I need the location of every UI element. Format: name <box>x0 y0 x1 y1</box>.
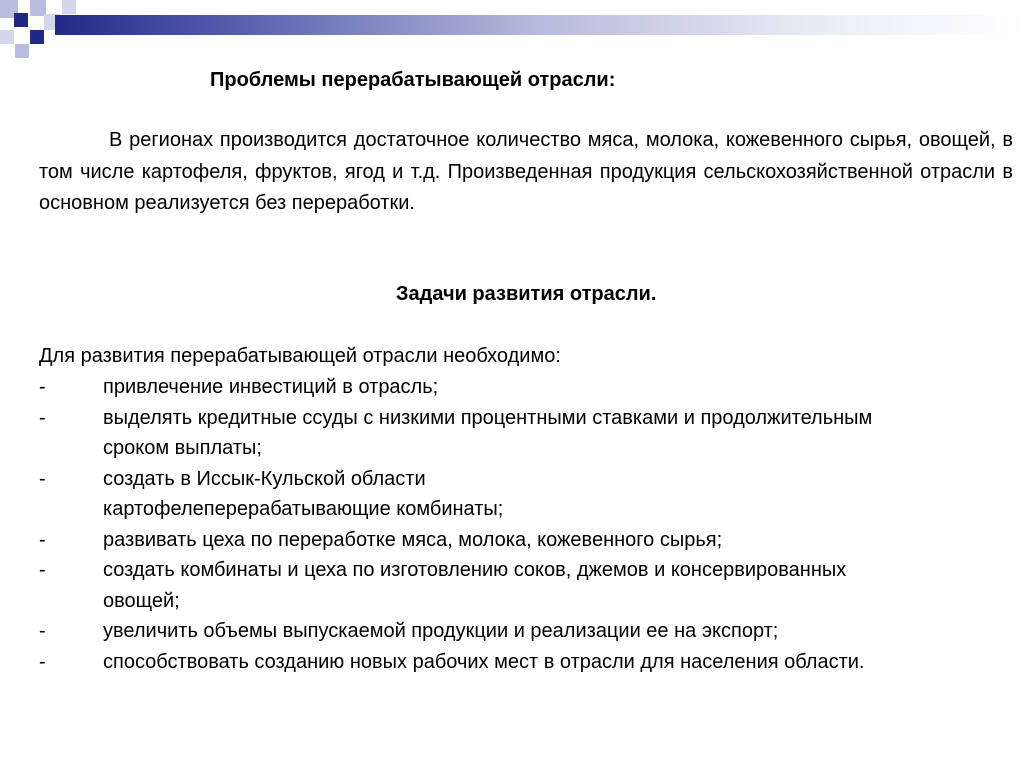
list-item-text: развивать цеха по переработке мяса, молока, кожевенного сырья; <box>103 528 723 551</box>
bullet-dash: - <box>39 620 46 642</box>
list-lead-text: Для развития перерабатывающей отрасли необходимо: <box>39 345 561 367</box>
decor-square-8 <box>15 44 29 58</box>
list-item-text: привлечение инвестиций в отрасль; <box>103 376 439 398</box>
bullet-dash: - <box>39 528 46 551</box>
list-item-text: выделять кредитные ссуды с низкими процентными ставками и продолжительным сроком выплаты; <box>103 406 873 459</box>
section-subtitle: Задачи развития отрасли. <box>396 283 657 305</box>
bullet-dash: - <box>39 650 46 673</box>
list-item <box>39 647 1019 678</box>
slide-title: Проблемы перерабатывающей отрасли: <box>210 69 616 91</box>
list-item <box>39 464 1019 525</box>
tasks-list <box>39 372 1019 677</box>
list-item <box>39 403 1019 464</box>
decor-square-2 <box>14 13 28 27</box>
list-item-text: создать в Иссык-Кульской области картофелеперерабатывающие комбинаты; <box>103 467 504 520</box>
bullet-dash: - <box>39 406 46 429</box>
decor-square-5 <box>0 30 14 44</box>
bullet-dash: - <box>39 376 46 398</box>
list-item-text: создать комбинаты и цеха по изготовлению соков, джемов и консервированных овощей; <box>103 559 847 612</box>
list-item-text: способствовать созданию новых рабочих мест в отрасли для населения области. <box>103 650 865 673</box>
header-gradient-bar <box>55 15 1024 35</box>
list-item <box>39 372 1019 403</box>
list-item <box>39 525 1019 556</box>
bullet-dash: - <box>39 467 46 490</box>
list-item <box>39 555 1019 616</box>
list-item-text: увеличить объемы выпускаемой продукции и реализации ее на экспорт; <box>103 620 779 642</box>
decor-square-6 <box>30 30 44 44</box>
intro-paragraph: В регионах производится достаточное количество мяса, молока, кожевенного сырья, овощей, в том числе картофеля, фруктов, ягод и т.д. Произведенная продукция сельскохозяйственной отрасли в основном реализуется без переработки. <box>39 129 1013 214</box>
list-item <box>39 616 1019 647</box>
decor-square-7 <box>62 0 76 14</box>
slide-decoration <box>0 0 1024 60</box>
bullet-dash: - <box>39 559 46 581</box>
